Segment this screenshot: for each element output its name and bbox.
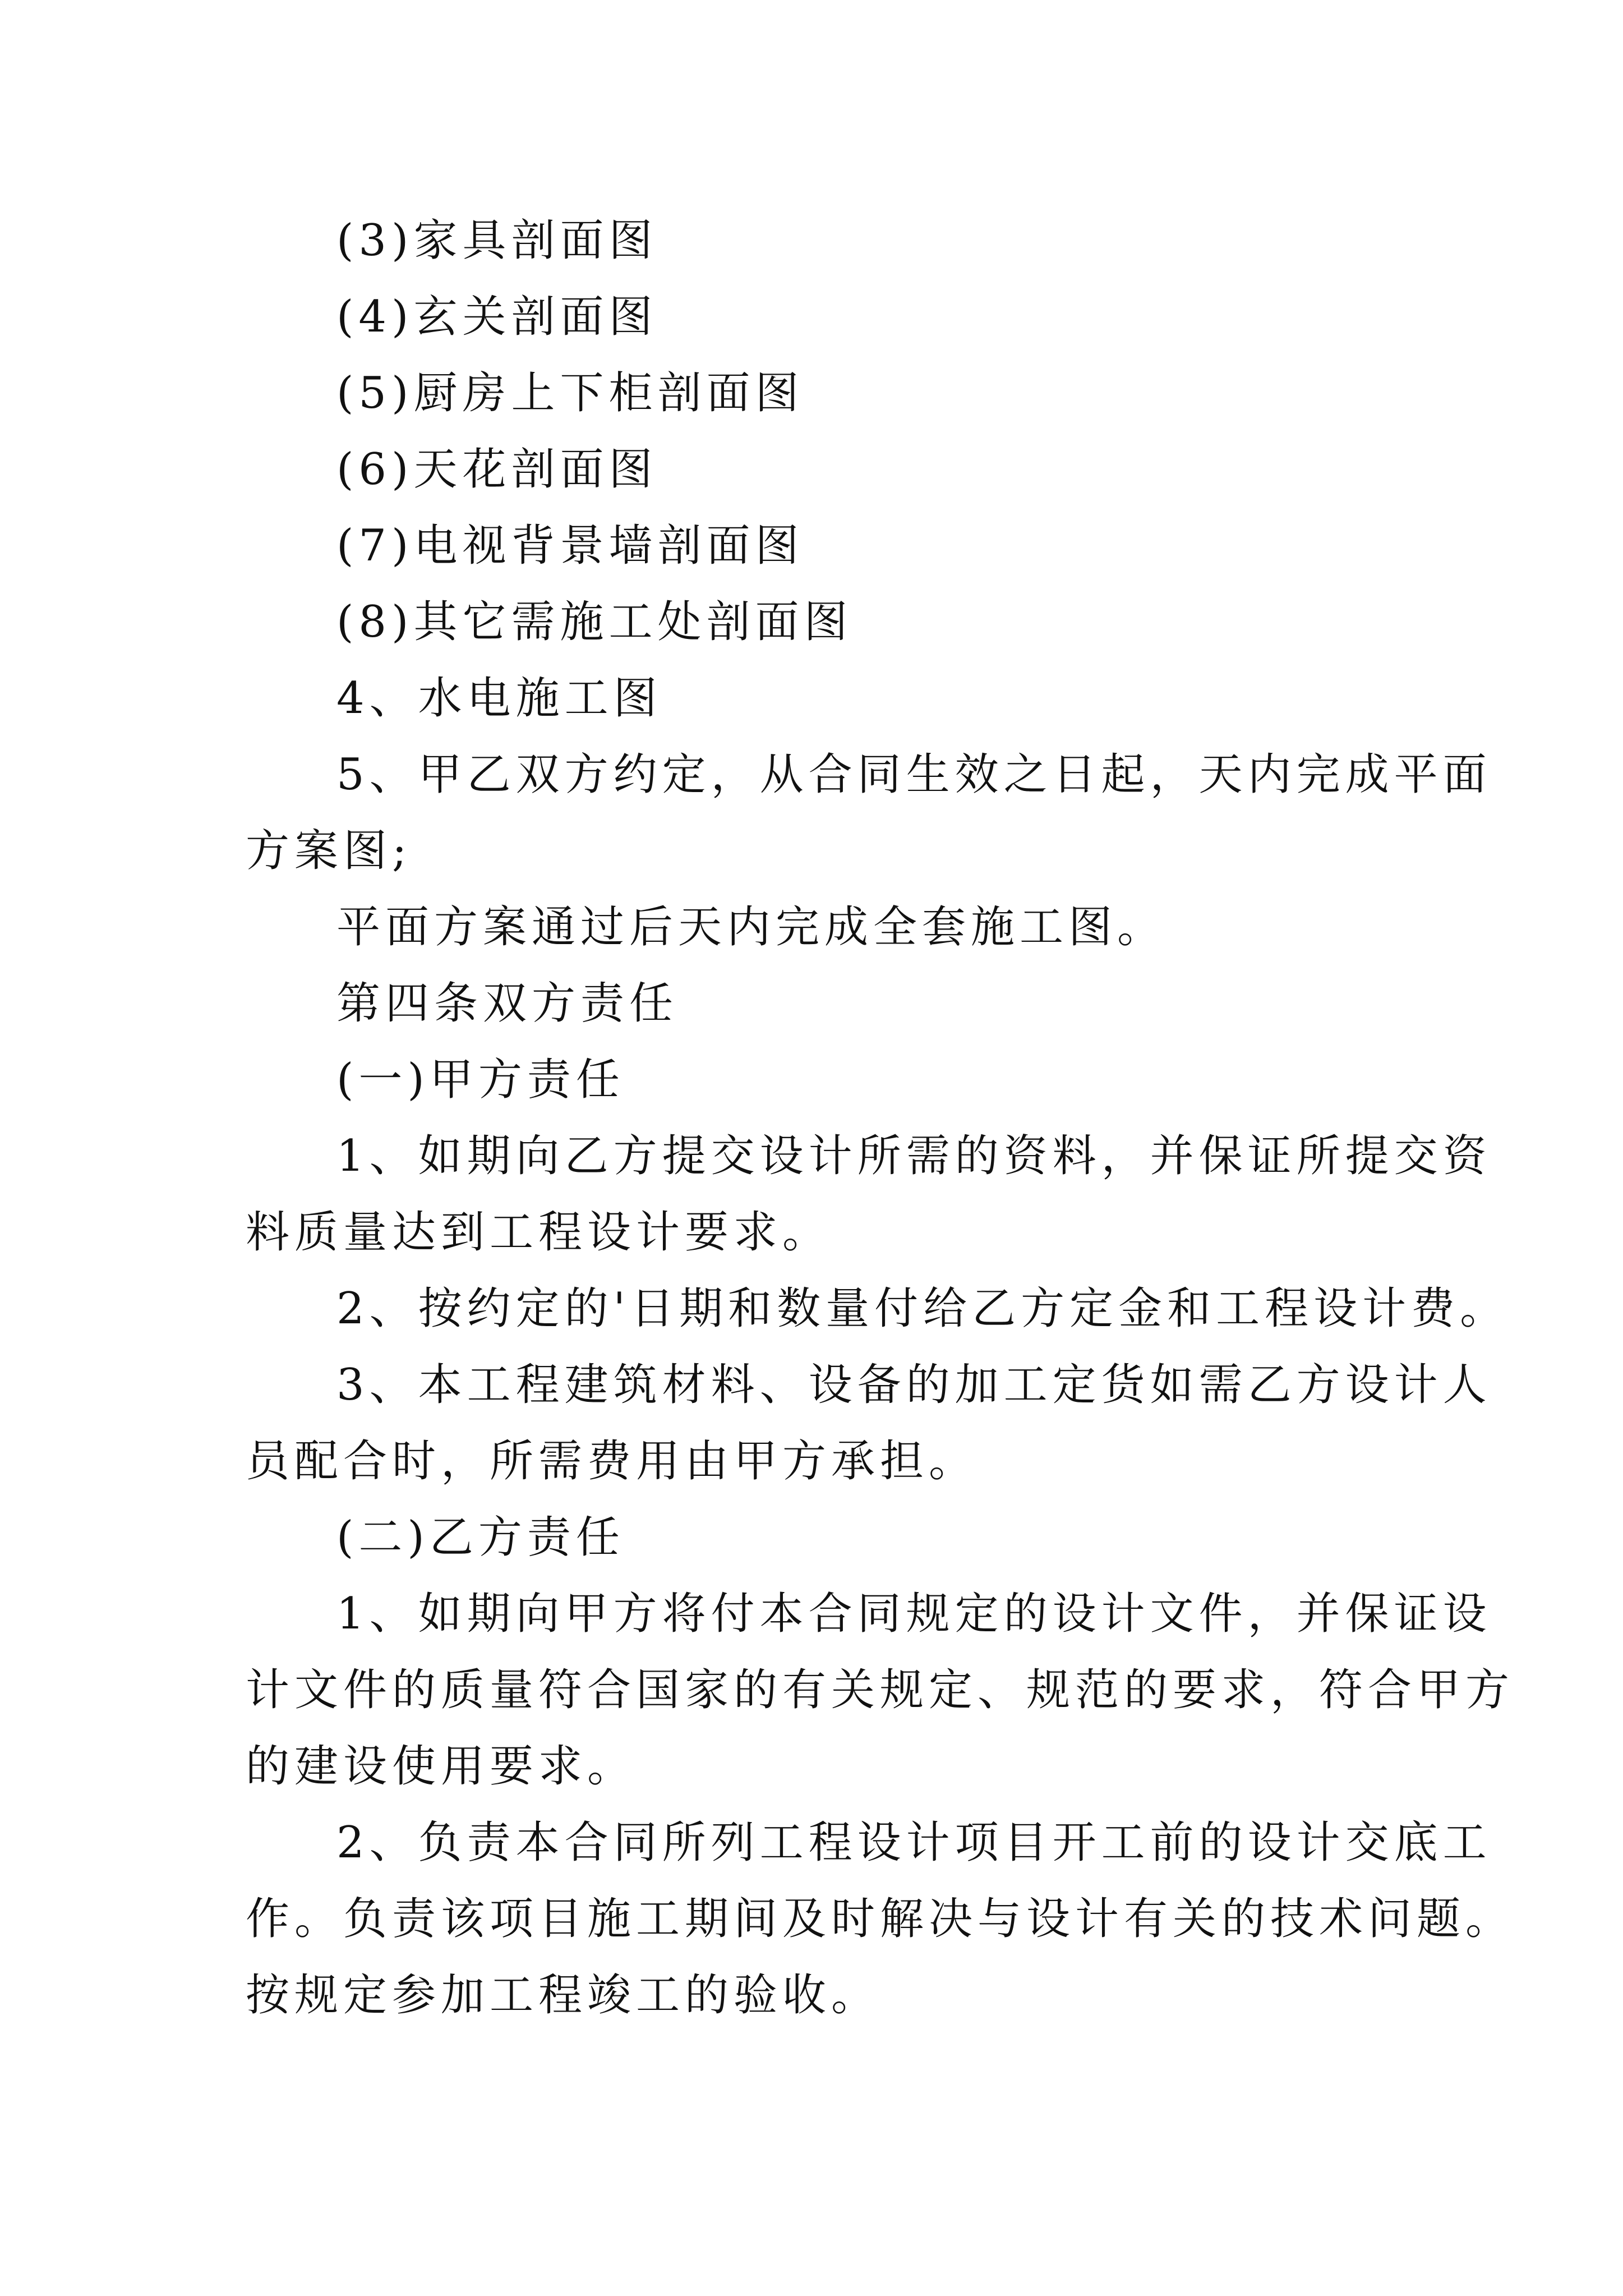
text-line: (3)家具剖面图 (336, 215, 658, 266)
text-line: 2、负责本合同所列工程设计项目开工前的设计交底工 (336, 1818, 1492, 1868)
text-line: 1、如期向乙方提交设计所需的资料，并保证所提交资 (336, 1131, 1492, 1181)
text-line: 按规定参加工程竣工的验收。 (246, 1970, 880, 2021)
subsection-heading: (二)乙方责任 (336, 1512, 625, 1563)
text-line: 3、本工程建筑材料、设备的加工定货如需乙方设计人 (336, 1360, 1492, 1410)
text-line: 5、甲乙双方约定，从合同生效之日起，天内完成平面 (336, 749, 1492, 800)
text-line: 员配合时，所需费用由甲方承担。 (246, 1436, 978, 1487)
section-heading: 第四条双方责任 (336, 978, 679, 1029)
text-line: (5)厨房上下柜剖面图 (336, 368, 804, 418)
text-line: 方案图; (246, 826, 412, 876)
text-line: 4、水电施工图 (336, 673, 662, 724)
text-line: (7)电视背景墙剖面图 (336, 521, 804, 571)
text-line: 作。负责该项目施工期间及时解决与设计有关的技术问题。 (246, 1894, 1515, 1944)
text-line: (6)天花剖面图 (336, 444, 658, 495)
text-line: 料质量达到工程设计要求。 (246, 1207, 832, 1258)
text-line: 1、如期向甲方将付本合同规定的设计文件，并保证设 (336, 1589, 1492, 1639)
text-line: 平面方案通过后天内完成全套施工图。 (336, 902, 1166, 953)
text-line: 2、按约定的'日期和数量付给乙方定金和工程设计费。 (336, 1283, 1509, 1334)
text-line: 计文件的质量符合国家的有关规定、规范的要求，符合甲方 (246, 1665, 1515, 1715)
subsection-heading: (一)甲方责任 (336, 1055, 625, 1105)
text-line: (8)其它需施工处剖面图 (336, 597, 853, 647)
text-line: 的建设使用要求。 (246, 1741, 637, 1792)
text-line: (4)玄关剖面图 (336, 292, 658, 342)
